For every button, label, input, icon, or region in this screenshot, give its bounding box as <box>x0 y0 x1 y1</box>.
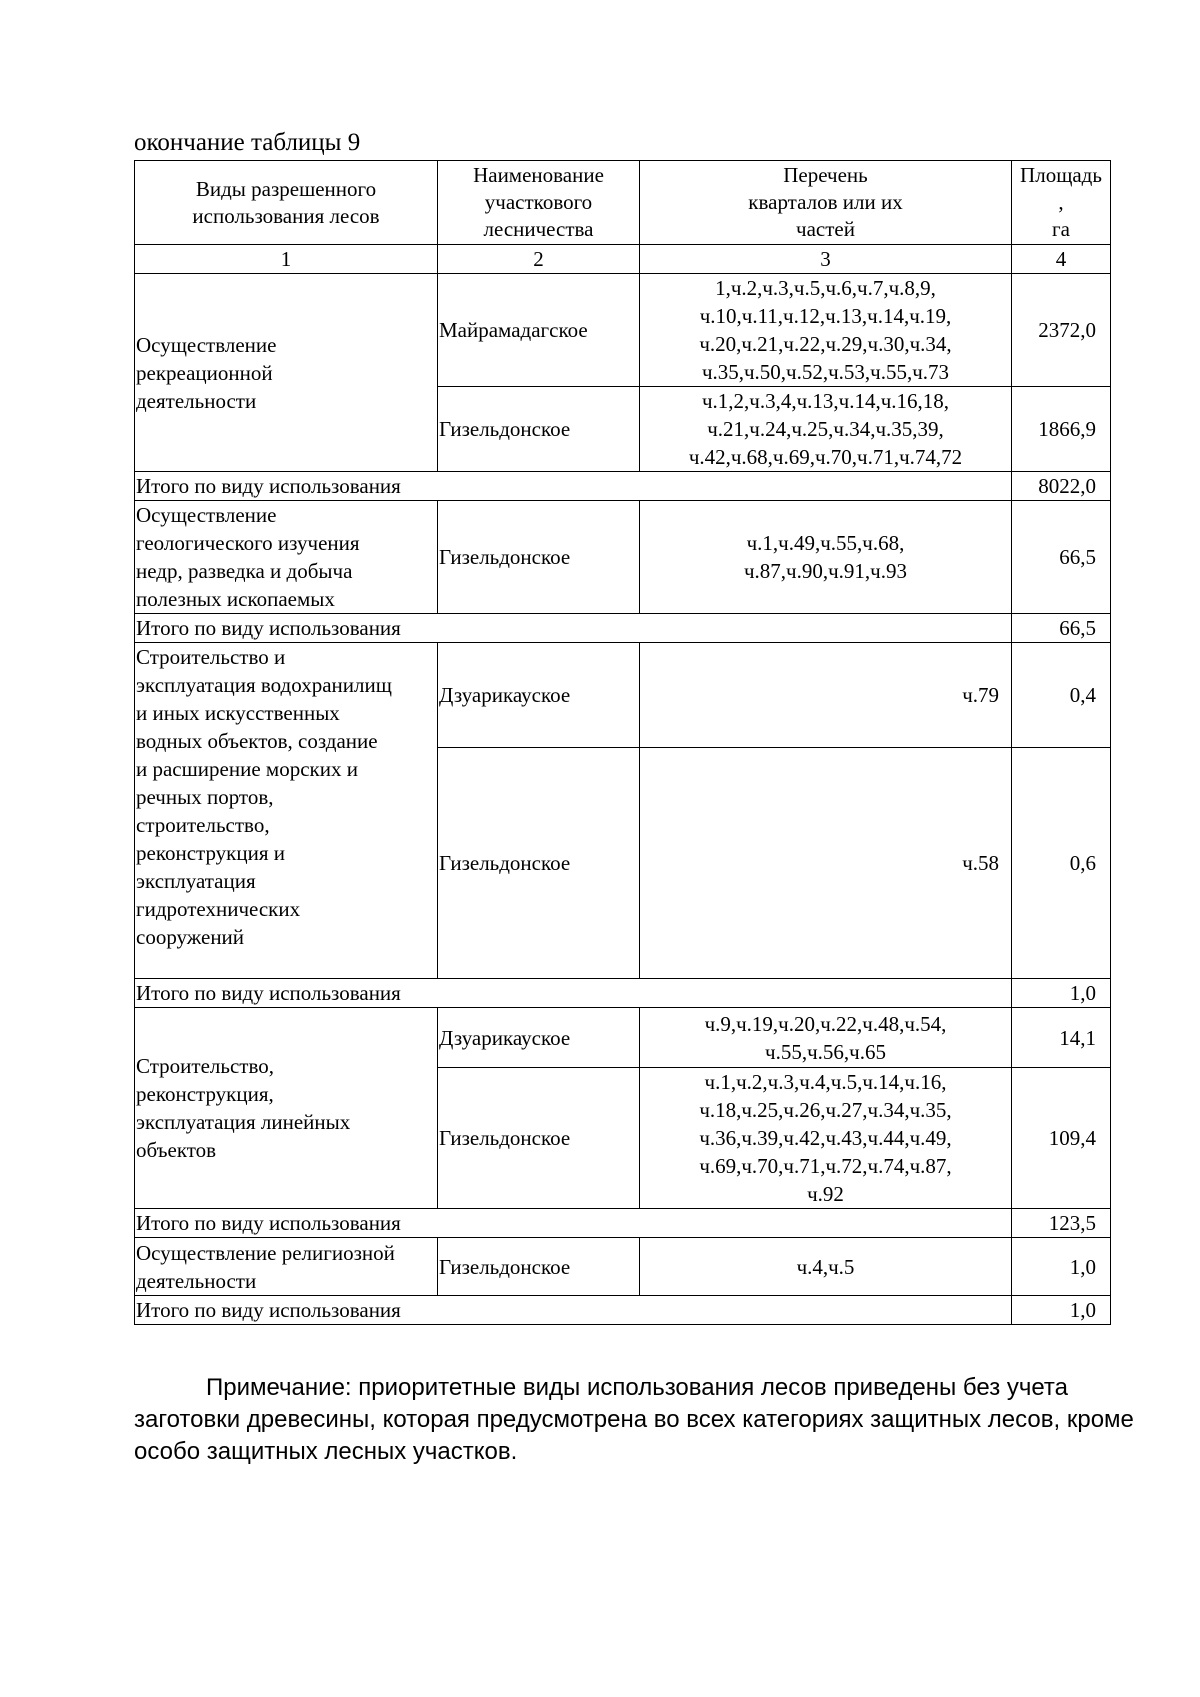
table-row <box>135 643 1111 748</box>
use-type-cell: Осуществление геологического изучения недр, разведка и добыча полезных ископаемых <box>135 501 438 614</box>
column-number: 1 <box>135 245 438 274</box>
total-label: Итого по виду использования <box>135 1209 1012 1238</box>
forestry-cell: Дзуарикауское <box>438 643 640 748</box>
area-cell: 1866,9 <box>1012 387 1111 472</box>
table-note <box>134 1372 1134 1468</box>
total-label: Итого по виду использования <box>135 614 1012 643</box>
column-number: 4 <box>1012 245 1111 274</box>
use-type-cell: Осуществление рекреационной деятельности <box>135 274 438 472</box>
total-row <box>135 614 1111 643</box>
use-type-cell: Строительство и эксплуатация водохранилищ и иных искусственных водных объектов, создание и расширение морских и речных портов, строительство, реконструкция и эксплуатация гидротехнических сооружений <box>135 643 438 979</box>
total-row <box>135 979 1111 1008</box>
forestry-cell: Гизельдонское <box>438 387 640 472</box>
forestry-cell: Гизельдонское <box>438 1238 640 1296</box>
forestry-cell: Дзуарикауское <box>438 1008 640 1068</box>
area-cell: 2372,0 <box>1012 274 1111 387</box>
column-number: 3 <box>640 245 1012 274</box>
total-value: 66,5 <box>1012 614 1111 643</box>
forestry-cell: Гизельдонское <box>438 748 640 979</box>
quarters-cell: ч.4,ч.5 <box>640 1238 1012 1296</box>
quarters-cell: ч.9,ч.19,ч.20,ч.22,ч.48,ч.54, ч.55,ч.56,ч.65 <box>640 1008 1012 1068</box>
header-area: Площадь , га <box>1012 161 1111 245</box>
quarters-cell: ч.79 <box>640 643 1012 748</box>
table-row <box>135 1238 1111 1296</box>
quarters-cell: ч.58 <box>640 748 1012 979</box>
column-number-row <box>135 245 1111 274</box>
total-label: Итого по виду использования <box>135 1296 1012 1325</box>
table-caption: окончание таблицы 9 <box>134 129 361 156</box>
use-type-cell: Осуществление религиозной деятельности <box>135 1238 438 1296</box>
total-row <box>135 1209 1111 1238</box>
total-value: 1,0 <box>1012 1296 1111 1325</box>
table-row <box>135 274 1111 387</box>
total-row <box>135 472 1111 501</box>
note-text: Примечание: приоритетные виды использования лесов приведены без учета заготовки древесины, которая предусмотрена во всех категориях защитных лесов, кроме особо защитных лесных участков. <box>134 1374 1134 1465</box>
area-cell: 1,0 <box>1012 1238 1111 1296</box>
area-cell: 14,1 <box>1012 1008 1111 1068</box>
total-label: Итого по виду использования <box>135 979 1012 1008</box>
header-quarters: Перечень кварталов или их частей <box>640 161 1012 245</box>
area-cell: 0,6 <box>1012 748 1111 979</box>
forest-use-table <box>134 160 1111 1325</box>
header-forestry: Наименование участкового лесничества <box>438 161 640 245</box>
total-value: 1,0 <box>1012 979 1111 1008</box>
use-type-cell: Строительство, реконструкция, эксплуатация линейных объектов <box>135 1008 438 1209</box>
total-row <box>135 1296 1111 1325</box>
area-cell: 66,5 <box>1012 501 1111 614</box>
column-number: 2 <box>438 245 640 274</box>
quarters-cell: 1,ч.2,ч.3,ч.5,ч.6,ч.7,ч.8,9, ч.10,ч.11,ч.12,ч.13,ч.14,ч.19, ч.20,ч.21,ч.22,ч.29,ч.30,ч.34, ч.35,ч.50,ч.52,ч.53,ч.55,ч.73 <box>640 274 1012 387</box>
forestry-cell: Майрамадагское <box>438 274 640 387</box>
quarters-cell: ч.1,ч.2,ч.3,ч.4,ч.5,ч.14,ч.16, ч.18,ч.25,ч.26,ч.27,ч.34,ч.35, ч.36,ч.39,ч.42,ч.43,ч.44,ч.49, ч.69,ч.70,ч.71,ч.72,ч.74,ч.87, ч.92 <box>640 1068 1012 1209</box>
quarters-cell: ч.1,ч.49,ч.55,ч.68, ч.87,ч.90,ч.91,ч.93 <box>640 501 1012 614</box>
table-row <box>135 501 1111 614</box>
header-row <box>135 161 1111 245</box>
area-cell: 109,4 <box>1012 1068 1111 1209</box>
total-label: Итого по виду использования <box>135 472 1012 501</box>
quarters-cell: ч.1,2,ч.3,4,ч.13,ч.14,ч.16,18, ч.21,ч.24,ч.25,ч.34,ч.35,39, ч.42,ч.68,ч.69,ч.70,ч.71,ч.74,72 <box>640 387 1012 472</box>
total-value: 123,5 <box>1012 1209 1111 1238</box>
area-cell: 0,4 <box>1012 643 1111 748</box>
total-value: 8022,0 <box>1012 472 1111 501</box>
forestry-cell: Гизельдонское <box>438 1068 640 1209</box>
table-row <box>135 1008 1111 1068</box>
header-use-type: Виды разрешенного использования лесов <box>135 161 438 245</box>
forestry-cell: Гизельдонское <box>438 501 640 614</box>
